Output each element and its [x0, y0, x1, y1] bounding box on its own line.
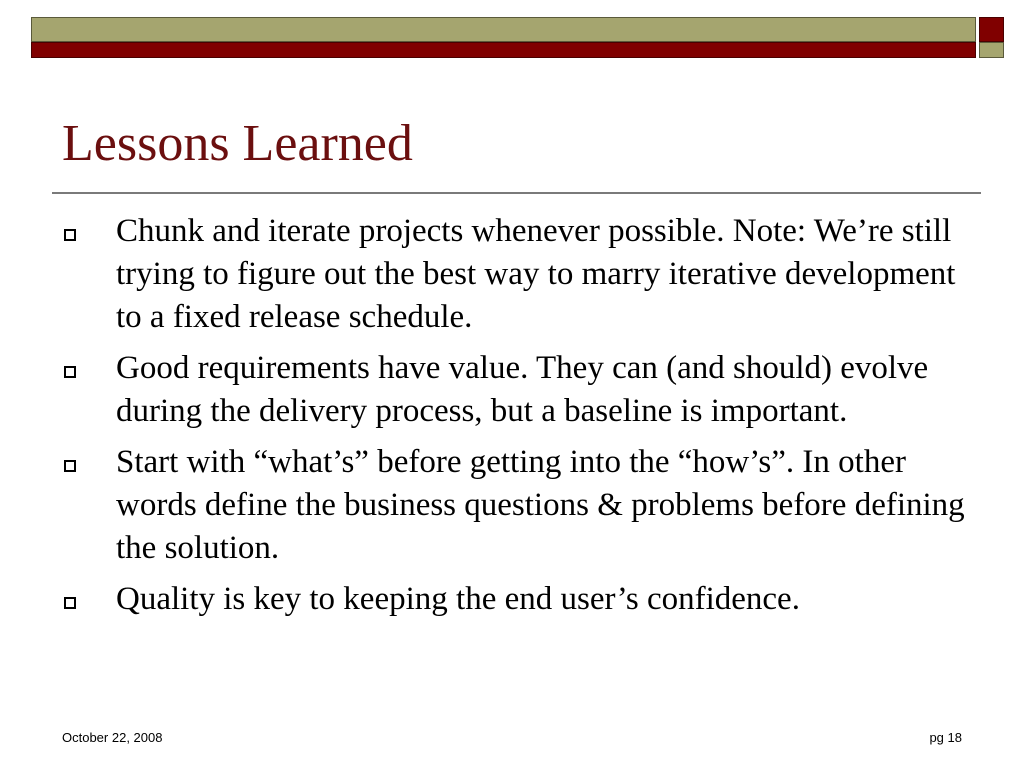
header-olive-square — [979, 42, 1004, 58]
hollow-square-bullet-icon — [64, 366, 76, 378]
bullet-text: Chunk and iterate projects whenever possible. Note: We’re still trying to figure out the best way to marry iterative development to a fixed release schedule. — [116, 213, 956, 335]
bullet-item — [60, 441, 980, 570]
title-divider — [52, 192, 981, 194]
header-maroon-bar — [31, 42, 976, 58]
bullet-text: Good requirements have value. They can (and should) evolve during the delivery process, but a baseline is important. — [116, 350, 929, 429]
footer-date: October 22, 2008 — [62, 730, 163, 745]
bullet-text: Start with “what’s” before getting into the “how’s”. In other words define the business questions & problems before defining the solution. — [116, 444, 965, 566]
header-olive-bar — [31, 17, 976, 42]
hollow-square-bullet-icon — [64, 460, 76, 472]
hollow-square-bullet-icon — [64, 229, 76, 241]
bullet-item — [60, 347, 980, 433]
slide-title: Lessons Learned — [62, 115, 413, 172]
bullet-item — [60, 578, 980, 621]
bullet-list — [60, 210, 980, 629]
bullet-text: Quality is key to keeping the end user’s confidence. — [116, 581, 800, 617]
bullet-item — [60, 210, 980, 339]
header-maroon-square — [979, 17, 1004, 42]
hollow-square-bullet-icon — [64, 597, 76, 609]
footer-page-number: pg 18 — [929, 730, 962, 745]
